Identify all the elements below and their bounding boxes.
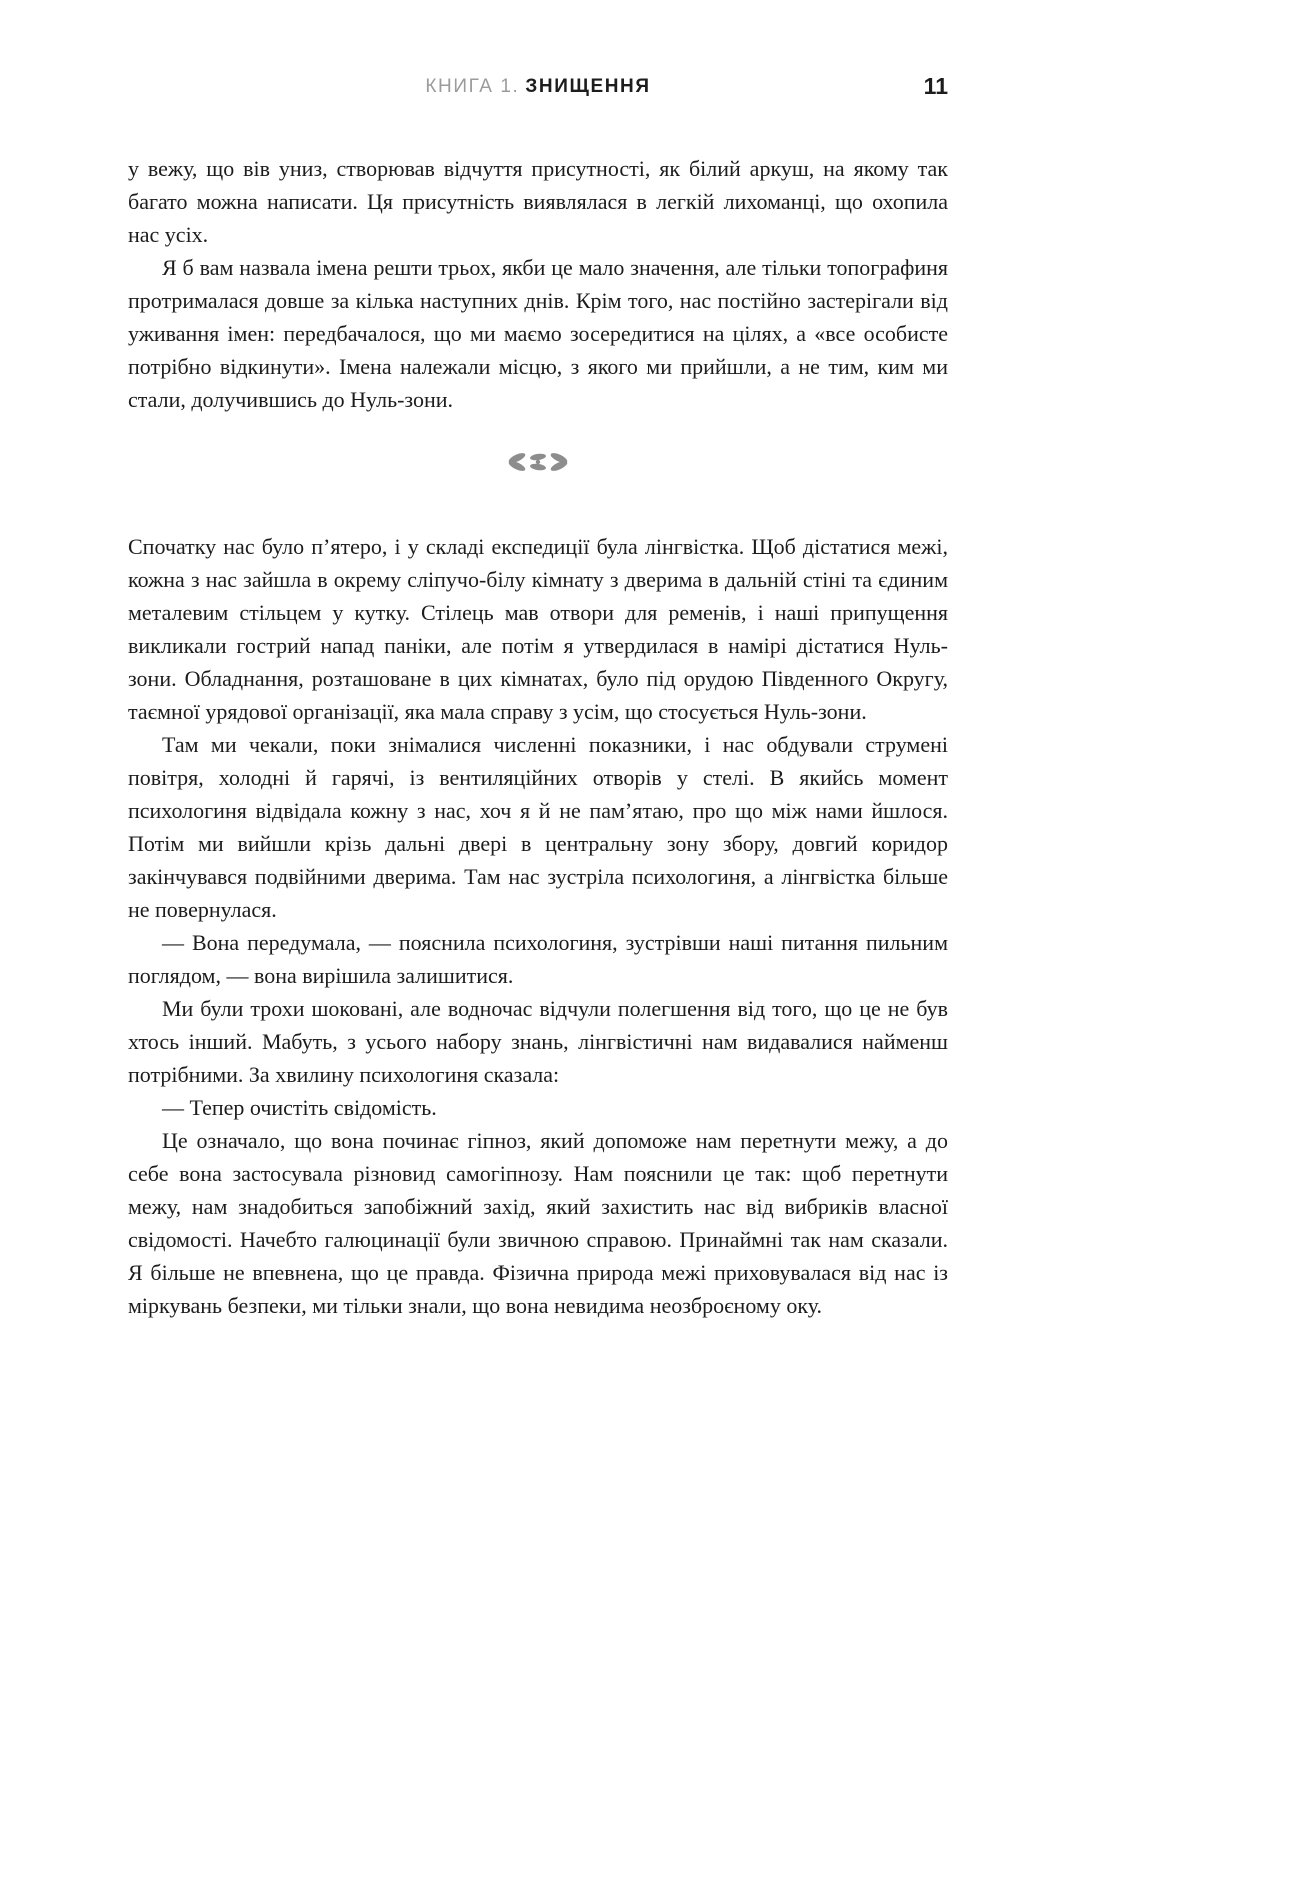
paragraph-dialogue: — Вона передумала, — пояснила психологиня, зустрівши наші питання пильним поглядом, — вона вирішила залишитися.	[128, 930, 948, 988]
paragraph: Там ми чекали, поки знімалися численні показники, і нас обдували струмені повітря, холодні й гарячі, із вентиляційних отворів у стелі. В якийсь момент психологиня відвідала кожну з нас, хоч я й не пам’ятаю, про що між нами йшлося. Потім ми вийшли крізь дальні двері в центральну зону збору, довгий коридор закінчувався подвійними дверима. Там нас зустріла психологиня, а лінгвістка більше не повернулася.	[128, 732, 948, 922]
book-label: КНИГА 1.	[425, 76, 520, 97]
paragraph: Ми були трохи шоковані, але водночас відчули полегшення від того, що це не був хтось інший. Мабуть, з усього набору знань, лінгвістичні нам видавалися найменш потрібними. За хвилину психологиня сказала:	[128, 996, 948, 1087]
body-text	[128, 152, 948, 1322]
running-head	[425, 76, 650, 98]
paragraph: Я б вам назвала імена решти трьох, якби це мало значення, але тільки топографиня протрималася довше за кілька наступних днів. Крім того, нас постійно застерігали від уживання імен: передбачалося, що ми маємо зосередитися на цілях, а «все особисте потрібно відкинути». Імена належали місцю, з якого ми прийшли, а не тим, ким ми стали, долучившись до Нуль-зони.	[128, 255, 948, 412]
paragraph: Це означало, що вона починає гіпноз, який допоможе нам перетнути межу, а до себе вона застосувала різновид самогіпнозу. Нам пояснили це так: щоб перетнути межу, нам знадобиться запобіжний захід, який захистить нас від вибриків власної свідомості. Начебто галюцинації були звичною справою. Принаймні так нам сказали. Я більше не впевнена, що це правда. Фізична природа межі приховувалася від нас із міркувань безпеки, ми тільки знали, що вона невидима неозброєному оку.	[128, 1128, 948, 1318]
paragraph-continuation: у вежу, що вів униз, створював відчуття присутності, як білий аркуш, на якому так багато можна написати. Ця присутність виявлялася в легкій лихоманці, що охопила нас усіх.	[128, 156, 948, 247]
chapter-title: ЗНИЩЕННЯ	[525, 76, 651, 97]
paragraph-dialogue: — Тепер очистіть свідомість.	[162, 1095, 437, 1120]
fleuron-icon	[505, 450, 571, 474]
page-header	[128, 73, 948, 108]
page-number: 11	[923, 73, 948, 99]
paragraph-section-start: Спочатку нас було п’ятеро, і у складі експедиції була лінгвістка. Щоб дістатися межі, кожна з нас зайшла в окрему сліпучо-білу кімнату з дверима в дальній стіні та єдиним металевим стільцем у кутку. Стілець мав отвори для ременів, і наші припущення викликали гострий напад паніки, але потім я утвердилася в намірі дістатися Нуль-зони. Обладнання, розташоване в цих кімнатах, було під орудою Південного Округу, таємної урядової організації, яка мала справу з усім, що стосується Нуль-зони.	[128, 534, 948, 724]
section-break	[128, 450, 948, 474]
